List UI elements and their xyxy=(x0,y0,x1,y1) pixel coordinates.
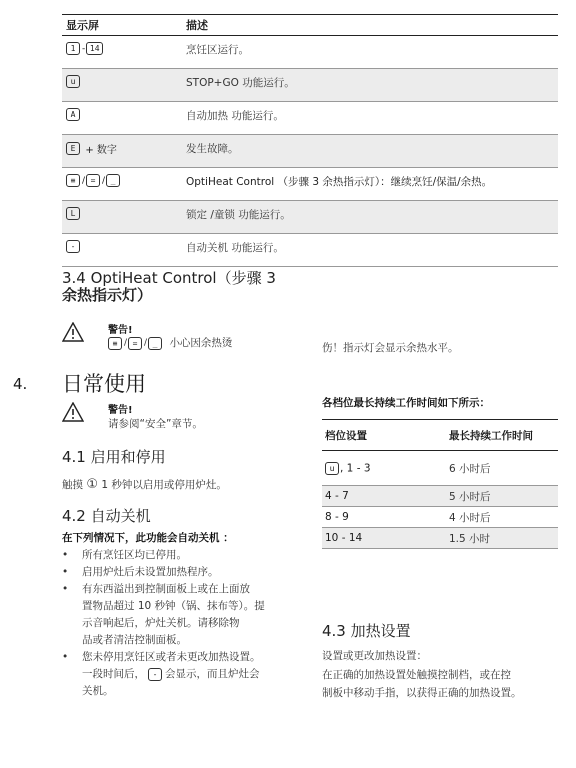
warning-icon xyxy=(62,322,84,342)
warning-text-left: 小心因余热烫 xyxy=(169,337,233,349)
bullet-text: 您未停用烹饪区或者未更改加热设置。 xyxy=(82,651,261,663)
table-row xyxy=(62,69,558,102)
section-3-4-title-line2: 余热指示灯） xyxy=(62,286,153,304)
segment-symbol: - xyxy=(148,668,162,681)
bullet-text: 关机。 xyxy=(82,685,114,697)
bullet-text: 一段时间后， xyxy=(82,668,145,680)
warning-icon xyxy=(62,402,84,422)
display-cell xyxy=(62,102,182,135)
chapter-title: 日常使用 xyxy=(62,372,146,396)
section-3-4-title xyxy=(62,270,276,304)
description-cell: 锁定 /童锁 功能运行。 xyxy=(182,201,558,234)
list-item: • 所有烹饪区均已停用。 xyxy=(62,549,187,561)
display-cell xyxy=(62,201,182,234)
header-description: 描述 xyxy=(182,15,558,36)
bullet-text: 所有烹饪区均已停用。 xyxy=(82,549,187,561)
segment-symbol: = xyxy=(128,337,142,350)
display-table xyxy=(62,14,558,267)
segment-symbol: E xyxy=(66,142,80,155)
segment-symbol: ≡ xyxy=(66,174,80,187)
section-4-3-line2: 在正确的加热设置处触摸控制档，或在控 xyxy=(322,669,511,681)
warning-title: 警告! xyxy=(108,405,133,416)
text-before: 触摸 xyxy=(62,479,83,491)
description-cell: 烹饪区运行。 xyxy=(182,36,558,69)
symbol-separator: / xyxy=(124,338,128,348)
section-4-3-line1: 设置或更改加热设置： xyxy=(322,650,427,662)
symbol-suffix: + 数字 xyxy=(85,145,117,156)
section-4-1-text xyxy=(62,477,227,492)
display-cell xyxy=(62,69,182,102)
segment-symbol: _ xyxy=(106,174,120,187)
warning-text xyxy=(108,335,232,350)
section-4-2-subtitle: 在下列情况下，此功能会自动关机 ： xyxy=(62,532,234,544)
table-caption: 各档位最长持续工作时间如下所示： xyxy=(322,397,490,409)
segment-symbol: ≡ xyxy=(108,337,122,350)
list-item: • 有东西溢出到控制面板上或在上面放 置物品超过 10 秒钟（锅、抹布等）。提 示音响起后，炉灶关机。请移除物 品或者清洁控制面板。 xyxy=(62,581,312,649)
level-text: , 1 - 3 xyxy=(340,462,371,474)
segment-symbol: _ xyxy=(148,337,162,350)
symbol-separator: / xyxy=(144,338,148,348)
bullet-list xyxy=(62,547,312,700)
description-cell: 自动关机 功能运行。 xyxy=(182,234,558,267)
section-4-1-title: 4.1 启用和停用 xyxy=(62,448,166,466)
level-cell: 10 - 14 xyxy=(322,528,446,549)
header-display: 显示屏 xyxy=(62,15,182,36)
table-row xyxy=(62,234,558,267)
level-cell xyxy=(322,451,446,486)
symbol-separator: / xyxy=(82,175,86,186)
duration-cell: 4 小时后 xyxy=(446,507,558,528)
bullet-text: 会显示，而且炉灶会 xyxy=(165,668,260,680)
bullet-text: 示音响起后，炉灶关机。请移除物 xyxy=(82,617,240,629)
chapter-number: 4. xyxy=(13,375,28,393)
display-cell xyxy=(62,168,182,201)
warning-text: 请参阅“安全”章节。 xyxy=(108,418,203,430)
header-duration: 最长持续工作时间 xyxy=(446,420,558,451)
segment-symbol: L xyxy=(66,207,80,220)
segment-symbol: 14 xyxy=(86,42,103,55)
duration-cell: 6 小时后 xyxy=(446,451,558,486)
max-duration-table xyxy=(322,419,558,549)
bullet-text: 品或者清洁控制面板。 xyxy=(82,634,187,646)
table-row xyxy=(322,451,558,486)
table-row xyxy=(62,135,558,168)
duration-cell: 1.5 小时 xyxy=(446,528,558,549)
section-4-2-title: 4.2 自动关机 xyxy=(62,507,151,525)
bullet-text: 启用炉灶后未设置加热程序。 xyxy=(82,566,219,578)
segment-symbol: = xyxy=(86,174,100,187)
segment-symbol: A xyxy=(66,108,80,121)
description-cell: 自动加热 功能运行。 xyxy=(182,102,558,135)
text-after: 1 秒钟以启用或停用炉灶。 xyxy=(101,479,227,491)
segment-symbol: u xyxy=(66,75,80,88)
header-level: 档位设置 xyxy=(322,420,446,451)
warning-title: 警告! xyxy=(108,325,133,336)
segment-symbol: - xyxy=(66,240,80,253)
section-3-4-title-line1: 3.4 OptiHeat Control（步骤 3 xyxy=(62,269,276,287)
level-cell: 4 - 7 xyxy=(322,486,446,507)
table-row xyxy=(322,486,558,507)
table-row xyxy=(322,507,558,528)
section-4-3-line3: 制板中移动手指，以获得正确的加热设置。 xyxy=(322,687,522,699)
display-cell xyxy=(62,234,182,267)
table-row xyxy=(322,528,558,549)
section-4-3-title: 4.3 加热设置 xyxy=(322,622,411,640)
warning-text-right: 伤！指示灯会显示余热水平。 xyxy=(322,342,459,354)
list-item: • 启用炉灶后未设置加热程序。 xyxy=(62,566,219,578)
table-row xyxy=(62,201,558,234)
display-cell xyxy=(62,36,182,69)
level-cell: 8 - 9 xyxy=(322,507,446,528)
bullet-text: 有东西溢出到控制面板上或在上面放 xyxy=(82,583,250,595)
description-cell: OptiHeat Control （步骤 3 余热指示灯）：继续烹饪/保温/余热。 xyxy=(182,168,558,201)
list-item: • 您未停用烹饪区或者未更改加热设置。 一段时间后， - 会显示，而且炉灶会 关机。 xyxy=(62,649,312,700)
segment-symbol: 1 xyxy=(66,42,80,55)
symbol-separator: - xyxy=(82,43,86,54)
table-row xyxy=(62,168,558,201)
display-cell xyxy=(62,135,182,168)
description-cell: STOP+GO 功能运行。 xyxy=(182,69,558,102)
segment-symbol: u xyxy=(325,462,339,475)
bullet-text: 置物品超过 10 秒钟（锅、抹布等）。提 xyxy=(82,600,265,612)
description-cell: 发生故障。 xyxy=(182,135,558,168)
duration-cell: 5 小时后 xyxy=(446,486,558,507)
power-icon: ① xyxy=(86,477,98,492)
table-row xyxy=(62,36,558,69)
table-row xyxy=(62,102,558,135)
symbol-separator: / xyxy=(102,175,106,186)
